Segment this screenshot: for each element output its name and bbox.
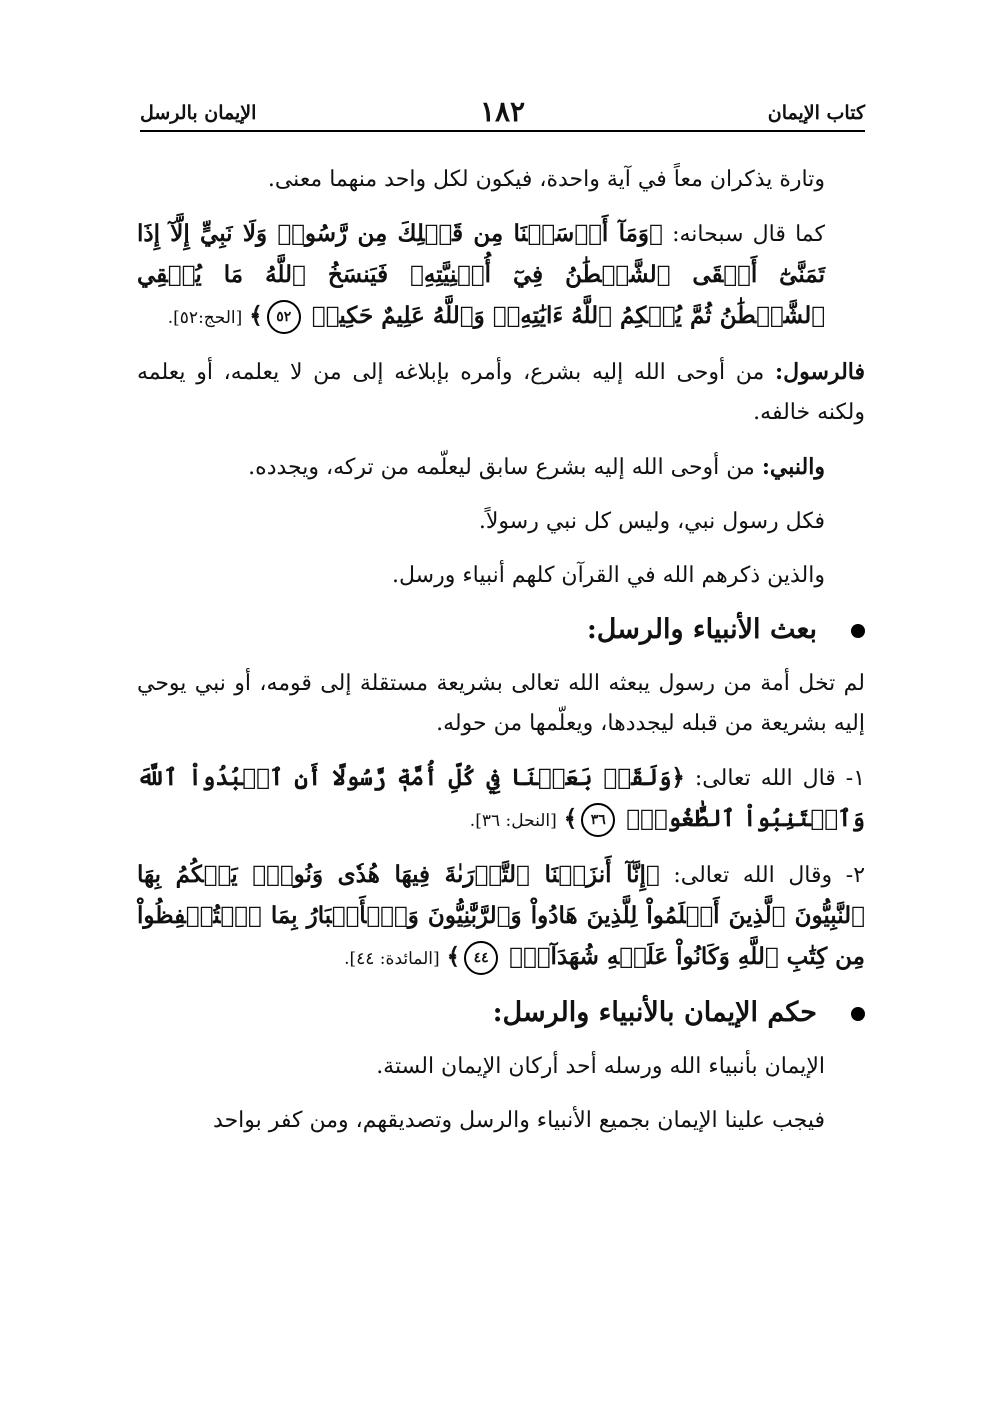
paragraph-1: وتارة يذكران معاً في آية واحدة، فيكون لكل واحد منهما معنى. (267, 167, 825, 192)
ayah-number-marker: ٥٢ (267, 300, 301, 334)
paragraph-3 (137, 352, 865, 433)
quran-close-bracket: ﴾ (446, 943, 461, 970)
section2-paragraph-1: الإيمان بأنبياء الله ورسله أحد أركان الإيمان الستة. (376, 1054, 825, 1079)
section2-paragraph-2: فيجب علينا الإيمان بجميع الأنبياء والرسل وتصديقهم، ومن كفر بواحد (213, 1108, 825, 1133)
bullet-icon (851, 624, 865, 638)
page-number: ١٨٢ (479, 95, 526, 128)
item-intro: ٢- وقال الله تعالى: (673, 863, 866, 888)
definition-messenger: من أوحى الله إليه بشرع، وأمره بإبلاغه إلى من لا يعلمه، أو يعلمه ولكنه خالفه. (137, 360, 865, 425)
chapter-title: الإيمان بالرسل (140, 102, 257, 124)
heading-text: حكم الإيمان بالأنبياء والرسل: (492, 997, 817, 1028)
term-messenger: فالرسول: (775, 359, 865, 385)
ayah-number-marker: ٣٦ (581, 803, 615, 837)
verse-reference: [النحل: ٣٦]. (469, 811, 557, 831)
paragraph-4 (137, 447, 865, 488)
section-heading-sending (137, 610, 865, 650)
book-title: كتاب الإيمان (767, 102, 865, 124)
paragraph-5: فكل رسول نبي، وليس كل نبي رسولاً. (478, 509, 825, 534)
definition-prophet: من أوحى الله إليه بشرع سابق ليعلّمه من تركه، ويجدده. (248, 455, 755, 480)
paragraph-2 (137, 214, 865, 338)
page-header (140, 92, 865, 132)
quran-close-bracket: ﴾ (563, 805, 578, 832)
paragraph-6: والذين ذكرهم الله في القرآن كلهم أنبياء ورسل. (392, 563, 825, 588)
heading-text: بعث الأنبياء والرسل: (586, 614, 817, 645)
verse-reference: [المائدة: ٤٤]. (344, 949, 440, 969)
quran-close-bracket: ﴾ (249, 302, 263, 329)
section1-intro: لم تخل أمة من رسول يبعثه الله تعالى بشريعة مستقلة إلى قومه، أو نبي يوحي إليه بشريعة من قبله ليجددها، ويعلّمها من حوله. (137, 671, 865, 736)
quote-intro: كما قال سبحانه: (672, 222, 825, 247)
ayah-number-marker: ٤٤ (464, 941, 498, 975)
section-heading-ruling (137, 993, 865, 1033)
list-item-1 (137, 758, 865, 841)
term-prophet: والنبي: (761, 454, 825, 480)
page-body (137, 160, 865, 1155)
verse-reference: [الحج:٥٢]. (167, 308, 243, 328)
quran-verse: ﴿إِنَّآ أَنزَلۡنَا ٱلتَّوۡرَىٰةَ فِيهَا هُدٗى وَنُورٞۚ يَحۡكُمُ بِهَا ٱلنَّبِيُّونَ ٱلَّذِينَ أَسۡلَمُواْ لِلَّذِينَ هَادُواْ وَٱلرَّبَّٰنِيُّونَ وَٱلۡأَحۡبَارُ بِمَا ٱسۡتُحۡفِظُواْ مِن كِتَٰبِ ٱللَّهِ وَكَانُواْ عَلَيۡهِ شُهَدَآءَۚ (137, 861, 865, 970)
item-intro: ١- قال الله تعالى: (694, 766, 866, 791)
header-rule (140, 130, 865, 132)
bullet-icon (851, 1007, 865, 1021)
quran-verse: ﴿وَمَآ أَرۡسَلۡنَا مِن قَبۡلِكَ مِن رَّسُولٖ وَلَا نَبِيٍّ إِلَّآ إِذَا تَمَنَّىٰٓ أَلۡقَى ٱلشَّيۡطَٰنُ فِيٓ أُمۡنِيَّتِهِۦ فَيَنسَخُ ٱللَّهُ مَا يُلۡقِي ٱلشَّيۡطَٰنُ ثُمَّ يُحۡكِمُ ٱللَّهُ ءَايَٰتِهِۦۗ وَٱللَّهُ عَلِيمٌ حَكِيمٞ (137, 220, 825, 329)
list-item-2 (137, 855, 865, 979)
quran-verse: ﴿وَلَقَدۡ بَعَثۡنَا فِي كُلِّ أُمَّةٖ رَّسُولًا أَنِ ٱعۡبُدُواْ ٱللَّهَ وَٱجۡتَنِبُواْ ٱلطَّٰغُوتَۖ (137, 764, 865, 832)
